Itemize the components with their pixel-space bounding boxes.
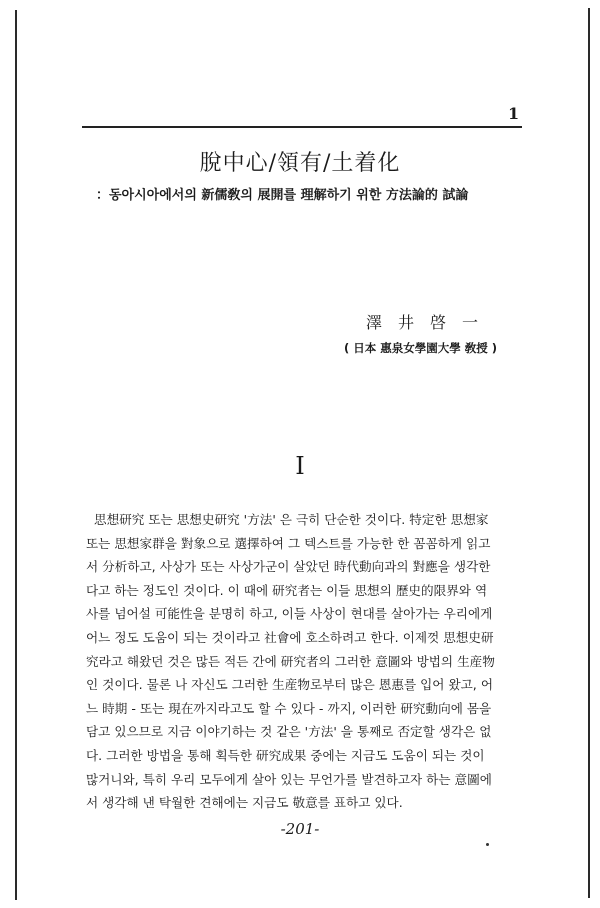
author-affiliation: ( 日本 惠泉女學園大學 敎授 ) xyxy=(344,341,498,355)
article-title: 脫中心/領有/土着化 xyxy=(199,151,401,176)
body-text xyxy=(86,508,526,815)
body-line: 究라고 해왔던 것은 많든 적든 간에 研究者의 그러한 意圖와 방법의 生産物 xyxy=(86,653,495,669)
body-line: 어느 정도 도움이 되는 것이라고 社會에 호소하려고 한다. 이제껏 思想史研 xyxy=(86,629,494,645)
body-line: 많거니와, 특히 우리 모두에게 살아 있는 무언가를 발견하고자 하는 意圖에 xyxy=(86,771,492,787)
body-line: 다. 그러한 방법을 통해 획득한 研究成果 중에는 지금도 도움이 되는 것이 xyxy=(86,747,485,763)
author-name: 澤井啓一 xyxy=(366,313,495,332)
body-line: 인 것이다. 물론 나 자신도 그러한 生産物로부터 많은 恩惠를 입어 왔고, 어 xyxy=(86,677,493,693)
article-subtitle: ：동아시아에서의 新儒敎의 展開를 理解하기 위한 方法論的 試論 xyxy=(96,188,469,203)
header-rule xyxy=(82,126,522,128)
footer-page-number: -201- xyxy=(280,820,320,838)
body-line: 사를 넘어설 可能性을 분명히 하고, 이들 사상이 현대를 살아가는 우리에게 xyxy=(86,606,493,622)
body-line: 思想研究 또는 思想史研究 '方法' 은 극히 단순한 것이다. 特定한 思想家 xyxy=(94,512,489,527)
section-heading: I xyxy=(295,452,305,480)
body-line: 다고 하는 정도인 것이다. 이 때에 研究者는 이들 思想의 歷史的限界와 역 xyxy=(86,582,488,598)
scan-speck xyxy=(486,843,489,846)
body-line: 담고 있으므로 지금 이야기하는 것 같은 '方法' 을 통째로 否定할 생각은 없 xyxy=(86,724,492,740)
body-line: 서 分析하고, 사상가 또는 사상가군이 살았던 時代動向과의 對應을 생각한 xyxy=(86,559,491,575)
body-line: 느 時期 - 또는 現在까지라고도 할 수 있다 - 까지, 이러한 研究動向에 몸을 xyxy=(86,700,492,716)
body-line: 서 생각해 낸 탁월한 견해에는 지금도 敬意를 표하고 있다. xyxy=(86,795,403,811)
running-page-number: 1 xyxy=(508,104,520,123)
body-line: 또는 思想家群을 對象으로 選擇하여 그 텍스트를 가능한 한 꼼꼼하게 읽고 xyxy=(86,535,491,551)
